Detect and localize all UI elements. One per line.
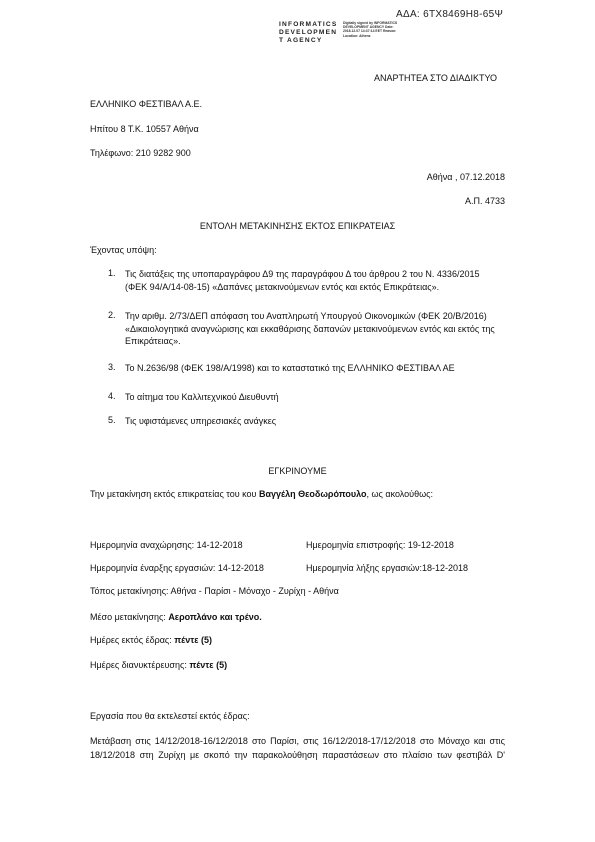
approval-text	[90, 489, 433, 500]
days-out-of-office	[90, 635, 212, 646]
work-description	[90, 734, 505, 762]
stamp-signature-text: Digitally signed by INFORMATICS DEVELOPMENT AGENCY Date: 2018.12.07 14:37:14 EET Reason: Location: Athens	[343, 21, 398, 38]
days-out-value: πέντε (5)	[174, 635, 213, 645]
travel-means	[90, 612, 262, 623]
stamp-org-line: INFORMATICS	[279, 21, 338, 28]
traveler-name: Βαγγέλη Θεοδωρόπουλο	[258, 489, 367, 499]
work-start-date: Ημερομηνία έναρξης εργασιών: 14-12-2018	[90, 563, 264, 573]
overnight-days-label: Ημέρες διανυκτέρευσης:	[90, 660, 190, 670]
item-line: Επικράτειας».	[125, 336, 181, 346]
travel-places: Τόπος μετακίνησης: Αθήνα - Παρίσι - Μόναχο - Ζυρίχη - Αθήνα	[90, 586, 339, 596]
work-end-date: Ημερομηνία λήξης εργασιών:18-12-2018	[306, 563, 469, 573]
organization-phone: Τηλέφωνο: 210 9282 900	[90, 148, 191, 158]
stamp-org-line: T AGENCY	[279, 37, 323, 44]
work-heading: Εργασία που θα εκτελεστεί εκτός έδρας:	[90, 711, 250, 721]
organization-address: Ηπίτου 8 Τ.Κ. 10557 Αθήνα	[90, 124, 199, 134]
overnight-days	[90, 660, 227, 671]
considerations-intro: Έχοντας υπόψη:	[90, 245, 157, 255]
travel-means-label: Μέσο μετακίνησης:	[90, 612, 169, 622]
item-line: «Δικαιολογητικά αναγνώρισης και εκκαθάρισης δαπανών μετακινούμενων εντός και εκτός της	[125, 323, 495, 334]
work-line: 18/12/2018 στη Ζυρίχη με σκοπό την παρακολούθηση παραστάσεων στο πλαίσιο των φεστιβάλ D'	[90, 750, 505, 760]
organization-name: ΕΛΛΗΝΙΚΟ ΦΕΣΤΙΒΑΛ Α.Ε.	[90, 99, 203, 109]
item-line: Το Ν.2636/98 (ΦΕΚ 198/Α/1998) και το καταστατικό της ΕΛΛΗΝΙΚΟ ΦΕΣΤΙΒΑΛ ΑΕ	[125, 363, 455, 373]
item-number: 4.	[108, 391, 116, 401]
approval-text-before: Την μετακίνηση εκτός επικρατείας του κου	[90, 489, 259, 499]
stamp-org-line: DEVELOPMEN	[279, 29, 338, 36]
item-number: 3.	[108, 362, 116, 372]
item-line: Τις διατάξεις της υποπαραγράφου Δ9 της παραγράφου Δ του άρθρου 2 του Ν. 4336/2015	[125, 269, 480, 279]
document-title: ΕΝΤΟΛΗ ΜΕΤΑΚΙΝΗΣΗΣ ΕΚΤΟΣ ΕΠΙΚΡΑΤΕΙΑΣ	[199, 221, 396, 231]
item-line: Το αίτημα του Καλλιτεχνικού Διευθυντή	[125, 392, 279, 402]
item-number: 2.	[108, 310, 116, 320]
document-date: Αθήνα , 07.12.2018	[426, 172, 505, 182]
days-out-label: Ημέρες εκτός έδρας:	[90, 635, 175, 645]
protocol-number: Α.Π. 4733	[464, 196, 505, 206]
approval-text-after: , ως ακολούθως:	[366, 489, 433, 499]
item-line: Τις υφιστάμενες υπηρεσιακές ανάγκες	[125, 416, 277, 426]
work-line: Μετάβαση στις 14/12/2018-16/12/2018 στο Παρίσι, στις 16/12/2018-17/12/2018 στο Μόναχο και στις	[90, 736, 505, 746]
item-line: (ΦΕΚ 94/Α/14-08-15) «Δαπάνες μετακινούμενων εντός και εκτός Επικράτειας».	[125, 281, 440, 292]
departure-date: Ημερομηνία αναχώρησης: 14-12-2018	[90, 540, 243, 550]
item-number: 1.	[108, 268, 116, 278]
item-number: 5.	[108, 415, 116, 425]
travel-means-value: Αεροπλάνο και τρένο.	[168, 612, 262, 622]
return-date: Ημερομηνία επιστροφής: 19-12-2018	[306, 540, 454, 550]
ada-code: ΑΔΑ: 6ΤΧ8469Η8-65Ψ	[396, 9, 504, 20]
stamp-organization	[279, 21, 338, 45]
approval-heading: ΕΓΚΡΙΝΟΥΜΕ	[268, 466, 327, 476]
item-line: Την αριθμ. 2/73/ΔΕΠ απόφαση του Αναπληρωτή Υπουργού Οικονομικών (ΦΕΚ 20/Β/2016)	[125, 311, 487, 321]
posting-notice: ΑΝΑΡΤΗΤΕΑ ΣΤΟ ΔΙΑΔΙΚΤΥΟ	[374, 73, 497, 83]
overnight-days-value: πέντε (5)	[189, 660, 228, 670]
digital-signature-stamp	[279, 21, 409, 51]
